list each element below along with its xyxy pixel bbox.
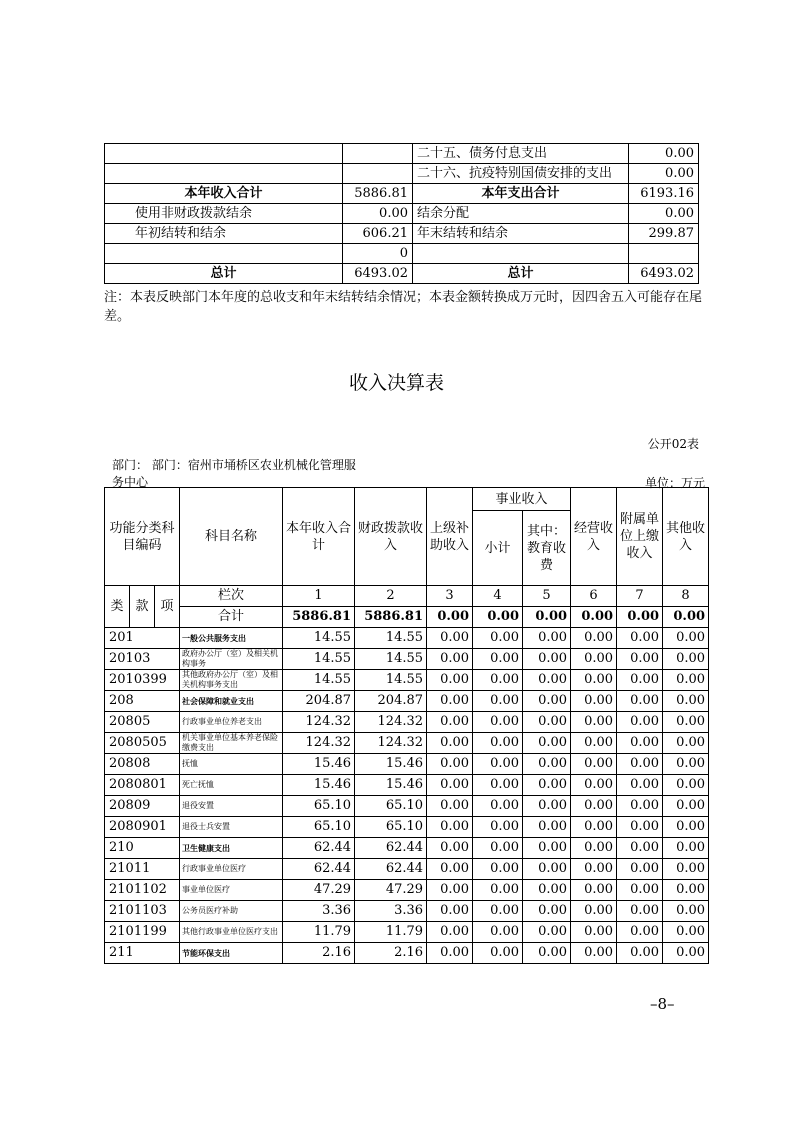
row-subject-name: 退役安置: [180, 796, 283, 817]
header-row: [105, 488, 709, 511]
row-value: 14.55: [355, 670, 427, 691]
row-value: 0.00: [427, 754, 473, 775]
row-value: 3.36: [283, 901, 355, 922]
summary-cell: 0.00: [629, 164, 699, 184]
row-code: 20809: [105, 796, 180, 817]
row-value: 0.00: [523, 733, 571, 754]
row-value: 0.00: [523, 817, 571, 838]
row-value: 0.00: [473, 922, 523, 943]
income-total-value: 5886.81: [343, 184, 413, 204]
row-code: 2080901: [105, 817, 180, 838]
row-value: 0.00: [523, 943, 571, 964]
table-row: [105, 691, 709, 712]
table-row: [105, 244, 699, 264]
row-value: 15.46: [283, 775, 355, 796]
row-value: 0.00: [617, 754, 663, 775]
column-number-label: 栏次: [180, 586, 283, 607]
row-value: 0.00: [663, 880, 709, 901]
row-value: 0.00: [523, 922, 571, 943]
nonfiscal-value: 0.00: [343, 204, 413, 224]
row-value: 62.44: [283, 859, 355, 880]
row-value: 62.44: [283, 838, 355, 859]
income-table-body: [105, 488, 709, 964]
row-value: 62.44: [355, 838, 427, 859]
summary-cell: 0.00: [629, 144, 699, 164]
row-value: 0.00: [427, 733, 473, 754]
grand-total-value: 6493.02: [343, 264, 413, 284]
row-value: 65.10: [355, 817, 427, 838]
row-code: 201: [105, 628, 180, 649]
row-value: 0.00: [523, 754, 571, 775]
grand-total-label: 总计: [105, 264, 343, 284]
column-number: 3: [427, 586, 473, 607]
end-balance-value: 299.87: [629, 224, 699, 244]
row-value: 0.00: [523, 712, 571, 733]
page-title: 收入决算表: [348, 372, 444, 394]
table-row: [105, 817, 709, 838]
row-value: 14.55: [283, 649, 355, 670]
row-subject-name: 节能环保支出: [180, 943, 283, 964]
row-value: 14.55: [283, 670, 355, 691]
table-row: [105, 224, 699, 244]
header-education: 其中：教育收费: [523, 511, 571, 586]
row-code: 210: [105, 838, 180, 859]
row-value: 0.00: [523, 775, 571, 796]
row-value: 0.00: [663, 901, 709, 922]
row-code: 20808: [105, 754, 180, 775]
summary-table: [104, 143, 699, 284]
row-code: 2080801: [105, 775, 180, 796]
header-func-code: 功能分类科目编码: [105, 488, 180, 586]
row-value: 0.00: [427, 859, 473, 880]
row-value: 0.00: [523, 628, 571, 649]
table-row: [105, 901, 709, 922]
income-table: [104, 487, 709, 964]
header-other: 其他收入: [663, 488, 709, 586]
row-value: 15.46: [355, 754, 427, 775]
expense-total-value: 6193.16: [629, 184, 699, 204]
row-value: 0.00: [663, 712, 709, 733]
row-value: 0.00: [617, 901, 663, 922]
row-value: 0.00: [427, 838, 473, 859]
row-value: 0.00: [473, 838, 523, 859]
row-value: 0.00: [523, 901, 571, 922]
end-balance-label: 年末结转和结余: [413, 224, 629, 244]
header-kuan: 款: [130, 586, 155, 628]
table-note: 注：本表反映部门本年度的总收支和年末结转结余情况；本表金额转换成万元时，因四舍五入可能存在尾差。: [104, 290, 703, 324]
table-row: [105, 733, 709, 754]
row-value: 0.00: [473, 754, 523, 775]
table-row: [105, 754, 709, 775]
header-subtotal: 小计: [473, 511, 523, 586]
row-value: 0.00: [473, 775, 523, 796]
table-row: [105, 204, 699, 224]
row-value: 0.00: [571, 796, 617, 817]
total-cell: 5886.81: [355, 607, 427, 628]
row-value: 11.79: [283, 922, 355, 943]
summary-cell: 二十五、债务付息支出: [413, 144, 629, 164]
row-value: 0.00: [571, 922, 617, 943]
row-value: 0.00: [571, 628, 617, 649]
header-business-income: 事业收入: [473, 488, 571, 511]
row-value: 0.00: [617, 880, 663, 901]
row-value: 14.55: [283, 628, 355, 649]
grand-total-label: 总计: [413, 264, 629, 284]
header-lei: 类: [105, 586, 130, 628]
row-code: 20103: [105, 649, 180, 670]
row-value: 0.00: [427, 943, 473, 964]
row-value: 0.00: [571, 691, 617, 712]
row-value: 47.29: [355, 880, 427, 901]
row-subject-name: 卫生健康支出: [180, 838, 283, 859]
summary-cell: [629, 244, 699, 264]
row-value: 0.00: [617, 649, 663, 670]
row-value: 0.00: [427, 691, 473, 712]
row-value: 0.00: [663, 754, 709, 775]
table-row: [105, 859, 709, 880]
row-value: 0.00: [617, 922, 663, 943]
header-operating: 经营收入: [571, 488, 617, 586]
total-cell: 0.00: [523, 607, 571, 628]
row-subject-name: 退役士兵安置: [180, 817, 283, 838]
row-value: 0.00: [473, 943, 523, 964]
row-value: 0.00: [617, 817, 663, 838]
column-number: 2: [355, 586, 427, 607]
row-value: 14.55: [355, 649, 427, 670]
row-value: 0.00: [473, 712, 523, 733]
column-number-row: [105, 586, 709, 607]
row-code: 211: [105, 943, 180, 964]
grand-total-value: 6493.02: [629, 264, 699, 284]
row-subject-name: 社会保障和就业支出: [180, 691, 283, 712]
row-value: 0.00: [523, 838, 571, 859]
column-number: 8: [663, 586, 709, 607]
table-row: [105, 628, 709, 649]
row-value: 0.00: [571, 670, 617, 691]
row-value: 0.00: [523, 859, 571, 880]
row-value: 0.00: [473, 901, 523, 922]
row-value: 0.00: [523, 649, 571, 670]
table-code: 公开02表: [647, 437, 699, 451]
row-value: 14.55: [355, 628, 427, 649]
total-cell: 0.00: [663, 607, 709, 628]
row-subject-name: 行政事业单位医疗: [180, 859, 283, 880]
row-code: 2010399: [105, 670, 180, 691]
row-value: 124.32: [355, 733, 427, 754]
row-value: 15.46: [355, 775, 427, 796]
row-subject-name: 其他行政事业单位医疗支出: [180, 922, 283, 943]
row-value: 0.00: [617, 733, 663, 754]
row-subject-name: 政府办公厅（室）及相关机构事务: [180, 649, 283, 670]
row-value: 0.00: [473, 733, 523, 754]
table-row: [105, 838, 709, 859]
row-value: 0.00: [571, 943, 617, 964]
row-value: 0.00: [571, 775, 617, 796]
row-value: 0.00: [571, 859, 617, 880]
summary-cell: [105, 144, 343, 164]
row-value: 0.00: [571, 838, 617, 859]
row-subject-name: 公务员医疗补助: [180, 901, 283, 922]
row-value: 0.00: [663, 838, 709, 859]
row-value: 0.00: [663, 922, 709, 943]
row-value: 0.00: [473, 859, 523, 880]
nonfiscal-label: 使用非财政拨款结余: [105, 204, 343, 224]
begin-balance-value: 606.21: [343, 224, 413, 244]
summary-cell: [105, 164, 343, 184]
table-row: [105, 670, 709, 691]
row-value: 0.00: [617, 796, 663, 817]
row-value: 0.00: [571, 901, 617, 922]
begin-balance-label: 年初结转和结余: [105, 224, 343, 244]
row-value: 0.00: [617, 838, 663, 859]
column-number: 6: [571, 586, 617, 607]
total-cell: 0.00: [571, 607, 617, 628]
row-value: 0.00: [617, 628, 663, 649]
row-value: 0.00: [571, 880, 617, 901]
table-row: [105, 649, 709, 670]
row-value: 0.00: [473, 691, 523, 712]
row-value: 0.00: [427, 922, 473, 943]
total-cell: 0.00: [427, 607, 473, 628]
distribution-label: 结余分配: [413, 204, 629, 224]
row-value: 0.00: [617, 943, 663, 964]
row-value: 0.00: [473, 670, 523, 691]
header-fiscal: 财政拨款收入: [355, 488, 427, 586]
summary-cell: [105, 244, 343, 264]
row-value: 0.00: [663, 628, 709, 649]
column-number: 7: [617, 586, 663, 607]
row-subject-name: 机关事业单位基本养老保险缴费支出: [180, 733, 283, 754]
row-value: 62.44: [355, 859, 427, 880]
header-superior: 上级补助收入: [427, 488, 473, 586]
summary-cell: [343, 144, 413, 164]
row-value: 0.00: [663, 733, 709, 754]
row-subject-name: 行政事业单位养老支出: [180, 712, 283, 733]
row-value: 0.00: [663, 796, 709, 817]
row-value: 0.00: [663, 817, 709, 838]
row-value: 124.32: [283, 712, 355, 733]
table-row: [105, 144, 699, 164]
table-row: [105, 775, 709, 796]
summary-cell: 二十六、抗疫特别国债安排的支出: [413, 164, 629, 184]
row-value: 3.36: [355, 901, 427, 922]
table-row: [105, 712, 709, 733]
row-value: 0.00: [427, 796, 473, 817]
summary-cell: [413, 244, 629, 264]
summary-table-body: [105, 144, 699, 284]
row-code: 2101199: [105, 922, 180, 943]
row-value: 0.00: [427, 775, 473, 796]
row-value: 65.10: [283, 817, 355, 838]
row-subject-name: 死亡抚恤: [180, 775, 283, 796]
row-code: 2101102: [105, 880, 180, 901]
row-value: 47.29: [283, 880, 355, 901]
income-total-label: 本年收入合计: [105, 184, 343, 204]
row-value: 15.46: [283, 754, 355, 775]
column-number: 5: [523, 586, 571, 607]
row-value: 2.16: [355, 943, 427, 964]
row-value: 0.00: [617, 691, 663, 712]
row-subject-name: 事业单位医疗: [180, 880, 283, 901]
row-value: 0.00: [617, 775, 663, 796]
row-value: 0.00: [473, 880, 523, 901]
row-value: 2.16: [283, 943, 355, 964]
total-row: [105, 607, 709, 628]
row-value: 124.32: [355, 712, 427, 733]
row-value: 0.00: [427, 670, 473, 691]
row-value: 0.00: [427, 628, 473, 649]
header-current-income: 本年收入合计: [283, 488, 355, 586]
row-value: 0.00: [523, 670, 571, 691]
row-value: 0.00: [617, 712, 663, 733]
total-cell: 0.00: [617, 607, 663, 628]
table-row: [105, 264, 699, 284]
row-value: 0.00: [523, 880, 571, 901]
row-value: 0.00: [663, 775, 709, 796]
row-value: 11.79: [355, 922, 427, 943]
unit-label: 单位：万元: [644, 476, 705, 490]
total-label: 合计: [180, 607, 283, 628]
row-code: 2101103: [105, 901, 180, 922]
table-row: [105, 880, 709, 901]
header-affiliated: 附属单位上缴收入: [617, 488, 663, 586]
table-row: [105, 943, 709, 964]
row-subject-name: 一般公共服务支出: [180, 628, 283, 649]
row-value: 204.87: [283, 691, 355, 712]
row-value: 65.10: [355, 796, 427, 817]
distribution-value: 0.00: [629, 204, 699, 224]
row-value: 0.00: [571, 712, 617, 733]
row-code: 21011: [105, 859, 180, 880]
total-cell: 5886.81: [283, 607, 355, 628]
column-number: 1: [283, 586, 355, 607]
row-value: 0.00: [473, 649, 523, 670]
column-number: 4: [473, 586, 523, 607]
row-value: 0.00: [571, 733, 617, 754]
table-row: [105, 796, 709, 817]
summary-cell: [343, 164, 413, 184]
row-value: 0.00: [473, 628, 523, 649]
table-row: [105, 184, 699, 204]
row-value: 0.00: [663, 943, 709, 964]
header-xiang: 项: [155, 586, 180, 628]
row-code: 2080505: [105, 733, 180, 754]
row-value: 0.00: [571, 754, 617, 775]
row-value: 0.00: [663, 670, 709, 691]
row-value: 124.32: [283, 733, 355, 754]
row-code: 208: [105, 691, 180, 712]
row-value: 204.87: [355, 691, 427, 712]
row-subject-name: 其他政府办公厅（室）及相关机构事务支出: [180, 670, 283, 691]
row-value: 0.00: [427, 880, 473, 901]
row-value: 0.00: [663, 691, 709, 712]
row-value: 0.00: [427, 712, 473, 733]
expense-total-label: 本年支出合计: [413, 184, 629, 204]
row-value: 0.00: [617, 859, 663, 880]
row-value: 65.10: [283, 796, 355, 817]
row-value: 0.00: [663, 859, 709, 880]
row-value: 0.00: [523, 796, 571, 817]
page-number: –8–: [650, 995, 675, 1013]
row-value: 0.00: [427, 901, 473, 922]
row-value: 0.00: [523, 691, 571, 712]
row-value: 0.00: [473, 817, 523, 838]
row-code: 20805: [105, 712, 180, 733]
row-value: 0.00: [663, 649, 709, 670]
row-value: 0.00: [427, 817, 473, 838]
header-subject-name: 科目名称: [180, 488, 283, 586]
blank-value: 0: [343, 244, 413, 264]
row-value: 0.00: [473, 796, 523, 817]
total-cell: 0.00: [473, 607, 523, 628]
row-value: 0.00: [571, 649, 617, 670]
row-value: 0.00: [571, 817, 617, 838]
department-label: 部门： 部门：宿州市埇桥区农业机械化管理服务中心: [112, 458, 356, 489]
table-row: [105, 922, 709, 943]
row-value: 0.00: [617, 670, 663, 691]
table-row: [105, 164, 699, 184]
row-subject-name: 抚恤: [180, 754, 283, 775]
row-value: 0.00: [427, 649, 473, 670]
